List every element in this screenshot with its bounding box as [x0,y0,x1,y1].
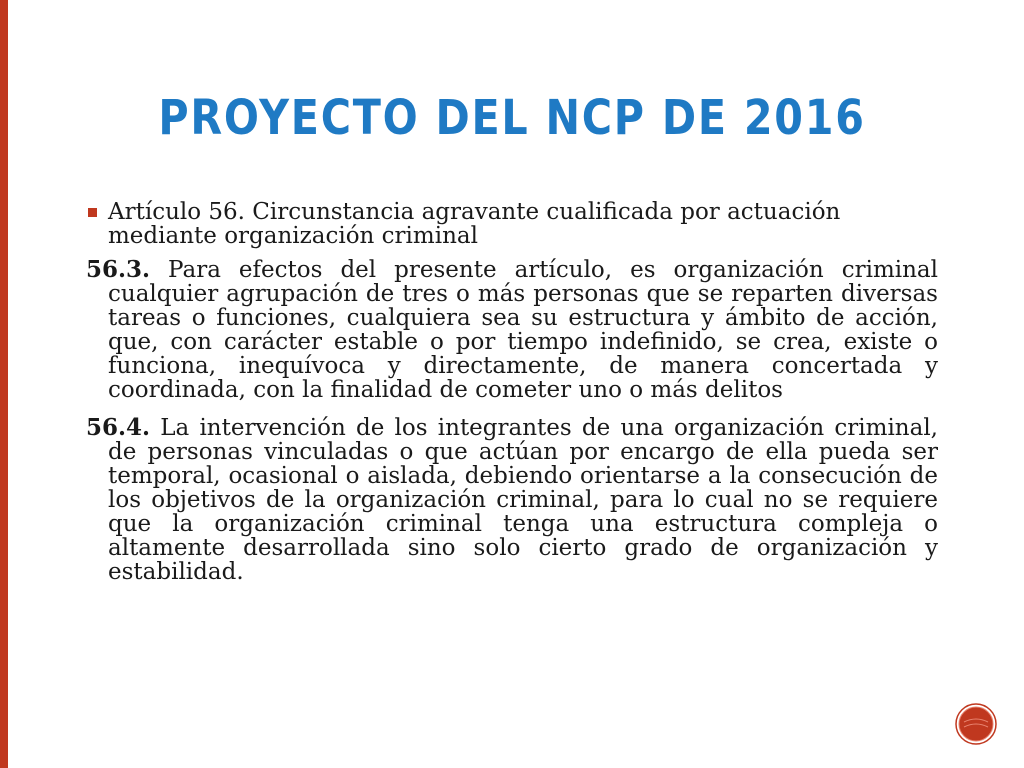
paragraph-text: Para efectos del presente artículo, es organización criminal cualquier agrupación de tres o más personas que se reparten diversas tareas o funciones, cualquiera sea su estructura y ámbito de acción, que, con carácter estable o por tiempo indefinido, se crea, existe o funciona, inequívoca y directamente, de manera concertada y coordinada, con la finalidad de cometer uno o más delitos [108,257,938,403]
square-bullet-icon [88,208,97,217]
paragraph-56-3 [86,258,938,402]
paragraph-number: 56.4. [86,414,151,441]
bullet-item [86,200,938,248]
circle-logo-icon [955,703,997,745]
paragraph-text: La intervención de los integrantes de una organización criminal, de personas vinculadas o que actúan por encargo de ella pueda ser temporal, ocasional o aislada, debiendo orientarse a la consecución de los objetivos de la organización criminal, para lo cual no se requiere que la organización criminal tenga una estructura compleja o altamente desarrollada sino solo cierto grado de organización y estabilidad. [108,415,938,585]
left-accent-bar [0,0,8,768]
slide-body [86,200,938,598]
slide-title: PROYECTO DEL NCP DE 2016 [158,90,866,146]
paragraph-number: 56.3. [86,256,151,283]
bullet-text: Artículo 56. Circunstancia agravante cualificada por actuación mediante organización criminal [108,199,841,249]
paragraph-56-4 [86,416,938,584]
